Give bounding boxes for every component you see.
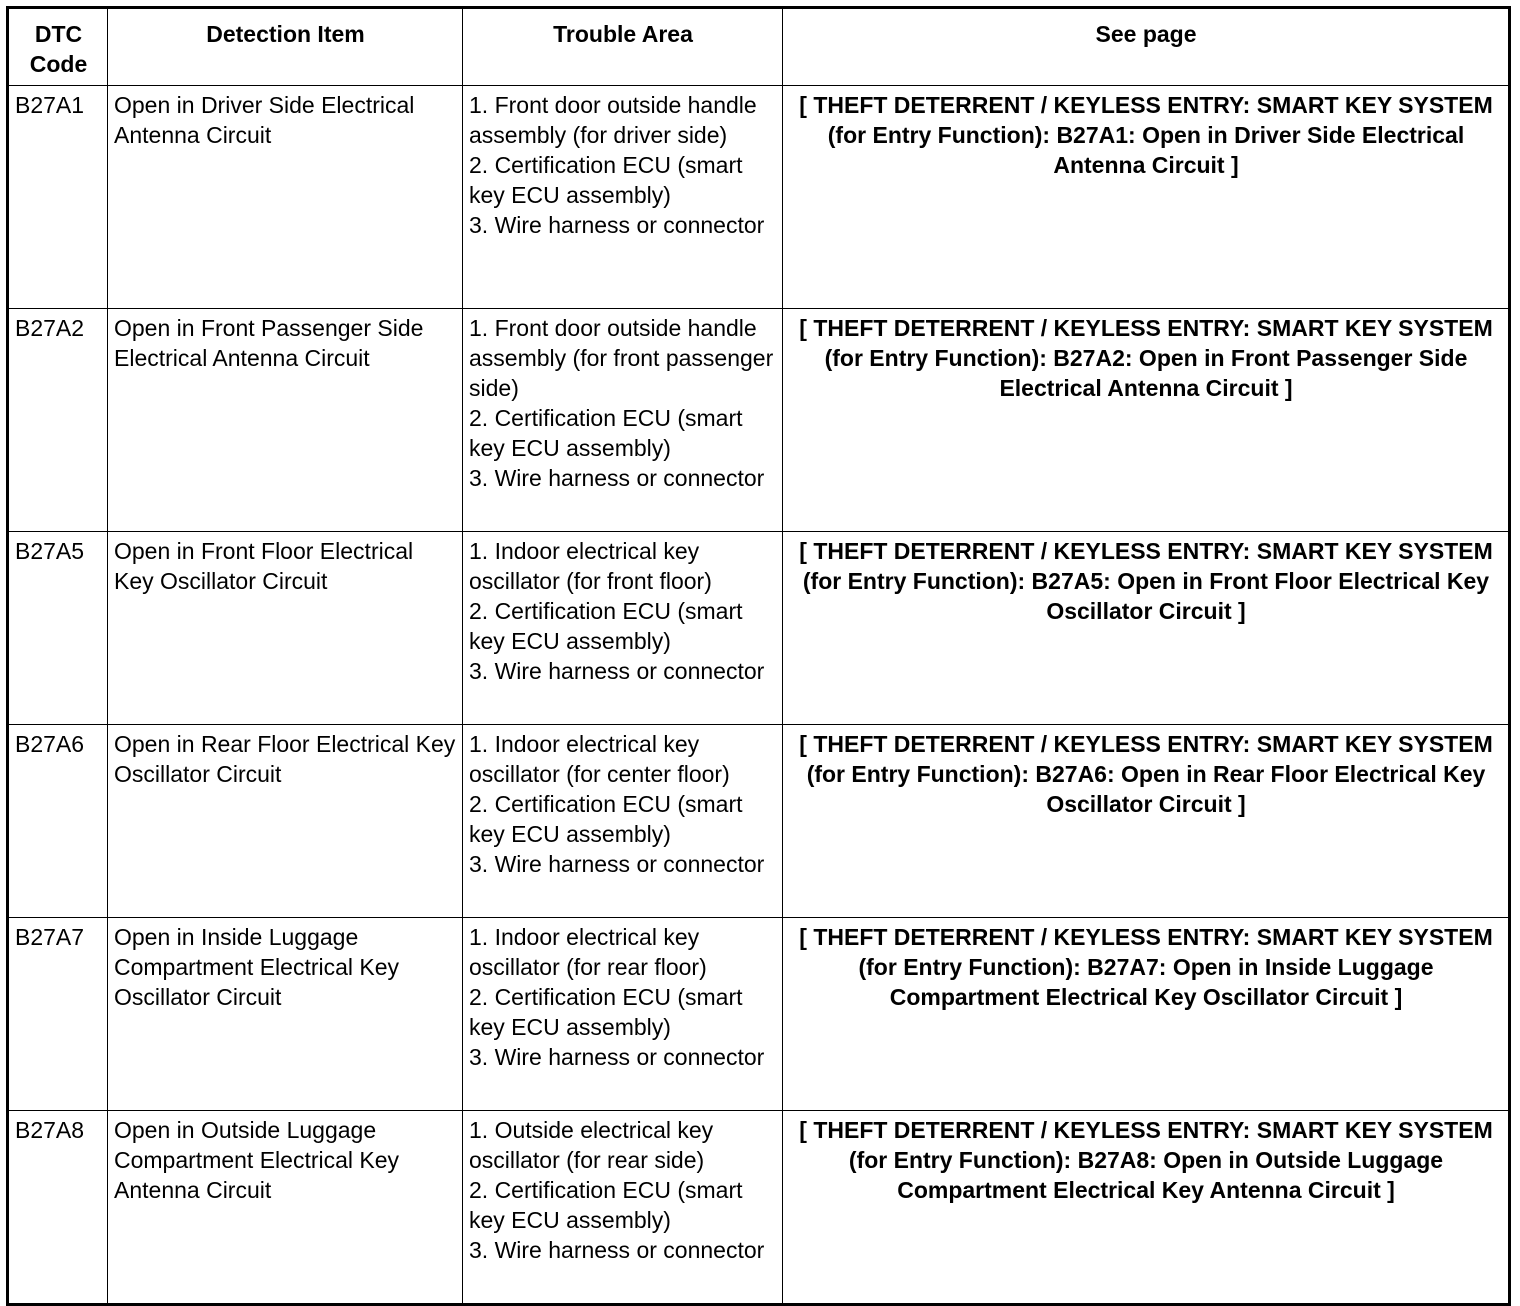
detection-item-cell: Open in Front Floor Electrical Key Oscillator Circuit — [108, 532, 463, 725]
table-row — [8, 86, 1510, 309]
see-page-link[interactable]: [ THEFT DETERRENT / KEYLESS ENTRY: SMART KEY SYSTEM (for Entry Function): B27A5: Open in Front Floor Electrical Key Oscillator Circuit ] — [783, 532, 1510, 725]
header-dtc-code — [8, 8, 108, 86]
trouble-area-item: 3. Wire harness or connector — [469, 1044, 765, 1070]
see-page-link[interactable]: [ THEFT DETERRENT / KEYLESS ENTRY: SMART KEY SYSTEM (for Entry Function): B27A1: Open in Driver Side Electrical Antenna Circuit ] — [783, 86, 1510, 309]
dtc-code-cell: B27A2 — [8, 309, 108, 532]
see-page-link[interactable]: [ THEFT DETERRENT / KEYLESS ENTRY: SMART KEY SYSTEM (for Entry Function): B27A8: Open in Outside Luggage Compartment Electrical Key Antenna Circuit ] — [783, 1111, 1510, 1305]
trouble-area-item: 1. Indoor electrical key oscillator (for front floor) — [469, 538, 712, 594]
trouble-area-cell — [463, 725, 783, 918]
table-row — [8, 725, 1510, 918]
trouble-area-item: 2. Certification ECU (smart key ECU assembly) — [469, 405, 743, 461]
trouble-area-item: 3. Wire harness or connector — [469, 658, 765, 684]
trouble-area-item: 2. Certification ECU (smart key ECU assembly) — [469, 598, 743, 654]
detection-item-cell: Open in Inside Luggage Compartment Electrical Key Oscillator Circuit — [108, 918, 463, 1111]
table-row — [8, 532, 1510, 725]
trouble-area-item: 2. Certification ECU (smart key ECU assembly) — [469, 984, 743, 1040]
trouble-area-item: 2. Certification ECU (smart key ECU assembly) — [469, 152, 743, 208]
detection-item-cell: Open in Outside Luggage Compartment Electrical Key Antenna Circuit — [108, 1111, 463, 1305]
trouble-area-item: 1. Indoor electrical key oscillator (for rear floor) — [469, 924, 707, 980]
trouble-area-cell — [463, 309, 783, 532]
trouble-area-item: 1. Outside electrical key oscillator (for rear side) — [469, 1117, 714, 1173]
header-see-page: See page — [783, 8, 1510, 86]
see-page-link[interactable]: [ THEFT DETERRENT / KEYLESS ENTRY: SMART KEY SYSTEM (for Entry Function): B27A7: Open in Inside Luggage Compartment Electrical Key Oscillator Circuit ] — [783, 918, 1510, 1111]
detection-item-cell: Open in Rear Floor Electrical Key Oscillator Circuit — [108, 725, 463, 918]
header-dtc-code-line2: Code — [29, 51, 88, 77]
trouble-area-item: 1. Front door outside handle assembly (for front passenger side) — [469, 315, 774, 401]
dtc-code-cell: B27A8 — [8, 1111, 108, 1305]
detection-item-cell: Open in Front Passenger Side Electrical Antenna Circuit — [108, 309, 463, 532]
trouble-area-cell — [463, 1111, 783, 1305]
table-row — [8, 1111, 1510, 1305]
header-detection-item: Detection Item — [108, 8, 463, 86]
trouble-area-item: 3. Wire harness or connector — [469, 851, 765, 877]
table-row — [8, 309, 1510, 532]
trouble-area-item: 1. Indoor electrical key oscillator (for center floor) — [469, 731, 730, 787]
dtc-table — [6, 6, 1511, 1306]
table-header-row — [8, 8, 1510, 86]
header-trouble-area: Trouble Area — [463, 8, 783, 86]
trouble-area-cell — [463, 86, 783, 309]
see-page-link[interactable]: [ THEFT DETERRENT / KEYLESS ENTRY: SMART KEY SYSTEM (for Entry Function): B27A6: Open in Rear Floor Electrical Key Oscillator Circuit ] — [783, 725, 1510, 918]
dtc-code-cell: B27A7 — [8, 918, 108, 1111]
trouble-area-item: 3. Wire harness or connector — [469, 465, 765, 491]
see-page-link[interactable]: [ THEFT DETERRENT / KEYLESS ENTRY: SMART KEY SYSTEM (for Entry Function): B27A2: Open in Front Passenger Side Electrical Antenna Circuit ] — [783, 309, 1510, 532]
trouble-area-item: 1. Front door outside handle assembly (for driver side) — [469, 92, 757, 148]
dtc-table-container — [6, 6, 1511, 1306]
trouble-area-item: 3. Wire harness or connector — [469, 1237, 765, 1263]
trouble-area-cell — [463, 918, 783, 1111]
trouble-area-cell — [463, 532, 783, 725]
trouble-area-item: 2. Certification ECU (smart key ECU assembly) — [469, 1177, 743, 1233]
dtc-code-cell: B27A5 — [8, 532, 108, 725]
detection-item-cell: Open in Driver Side Electrical Antenna Circuit — [108, 86, 463, 309]
dtc-code-cell: B27A1 — [8, 86, 108, 309]
trouble-area-item: 2. Certification ECU (smart key ECU assembly) — [469, 791, 743, 847]
trouble-area-item: 3. Wire harness or connector — [469, 212, 765, 238]
table-row — [8, 918, 1510, 1111]
dtc-code-cell: B27A6 — [8, 725, 108, 918]
header-dtc-code-line1: DTC — [34, 21, 83, 47]
